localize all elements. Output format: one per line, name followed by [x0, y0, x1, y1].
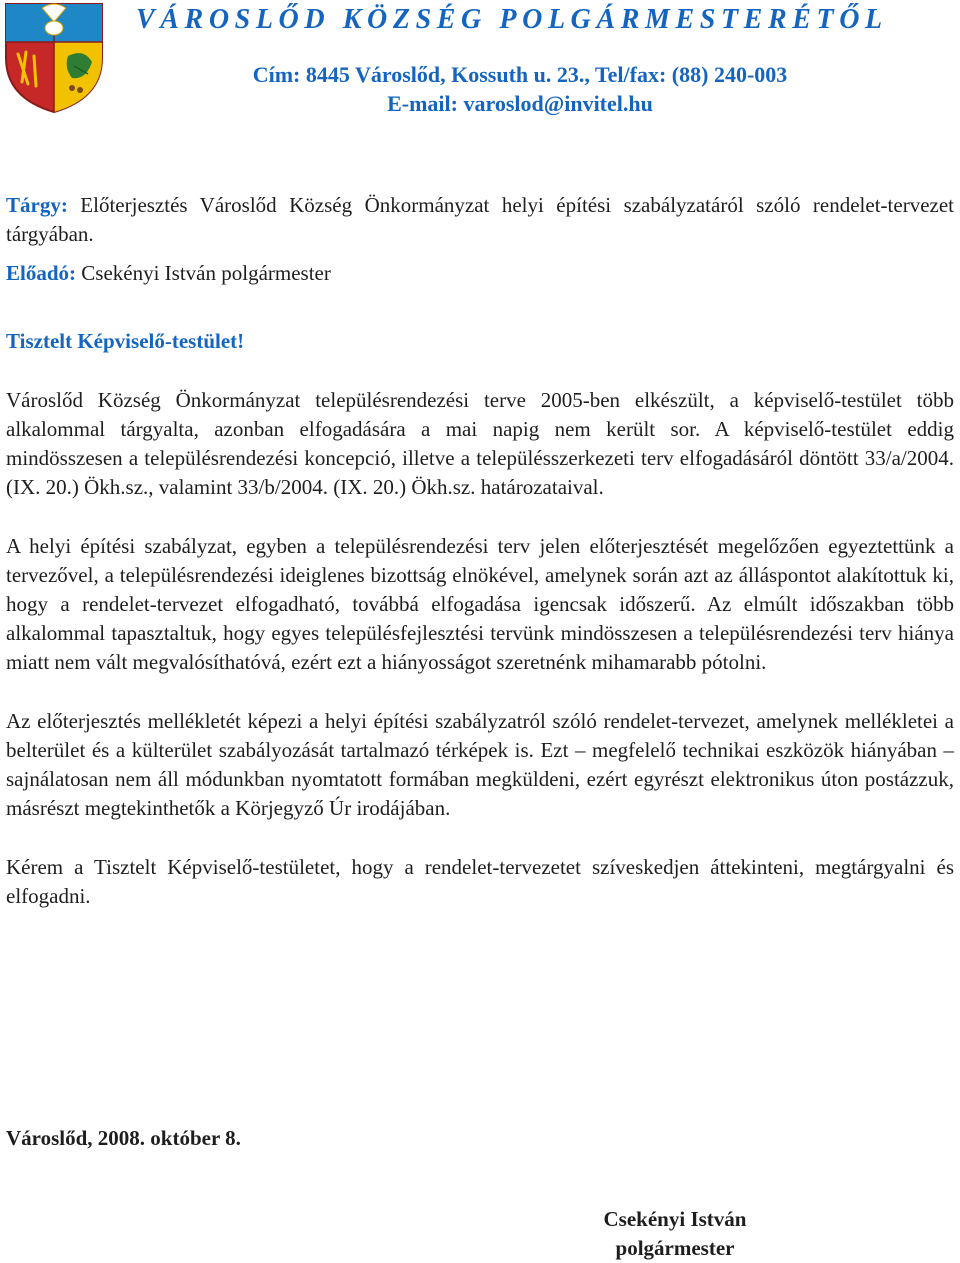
document-body	[6, 191, 954, 911]
paragraph-3: Az előterjesztés mellékletét képezi a helyi építési szabályzatról szóló rendelet-tervezet, amelynek mellékletei a belterület és a külterület szabályozását tartalmazó térképek is. Ezt – megfelelő technikai eszközök hiányában – sajnálatosan nem áll módunkban nyomtatott formában megküldeni, ezért egyrészt elektronikus úton postázzuk, másrészt megtekinthetők a Körjegyző Úr irodájában.	[6, 709, 954, 820]
letterhead-address-text: Cím: 8445 Városlőd, Kossuth u. 23., Tel/fax: (88) 240-003	[252, 62, 788, 87]
salutation: Tisztelt Képviselő-testület!	[6, 329, 245, 353]
presenter-line	[6, 259, 954, 288]
presenter-text: Csekényi István polgármester	[81, 261, 331, 285]
letterhead-title: VÁROSLŐD KÖZSÉG POLGÁRMESTERÉTŐL	[136, 4, 888, 35]
subject-label: Tárgy:	[6, 193, 68, 217]
subject-text: Előterjesztés Városlőd Község Önkormányzat helyi építési szabályzatáról szóló rendelet-tervezet tárgyában.	[6, 193, 954, 246]
paragraph-4: Kérem a Tisztelt Képviselő-testületet, hogy a rendelet-tervezetet szíveskedjen áttekinteni, megtárgyalni és elfogadni.	[6, 855, 954, 908]
letterhead-email	[0, 91, 960, 117]
presenter-label: Előadó:	[6, 261, 77, 285]
date-line: Városlőd, 2008. október 8.	[6, 1126, 241, 1150]
signature-block	[560, 1205, 790, 1263]
letterhead-email-text: E-mail: varoslod@invitel.hu	[387, 91, 653, 116]
subject-line	[6, 191, 954, 249]
paragraph-2: A helyi építési szabályzat, egyben a településrendezési terv jelen előterjesztését megelőzően egyeztettünk a tervezővel, a településrendezési ideiglenes bizottság elnökével, amelynek során azt az álláspontot alakítottuk ki, hogy a rendelet-tervezet elfogadható, továbbá elfogadása igencsak időszerű. Az elmúlt időszakban több alkalommal tapasztaltuk, hogy egyes településfejlesztési tervünk mindösszesen a településrendezési terv hiánya miatt nem vált megvalósíthatóvá, ezért ezt a hiányosságot szeretnénk mihamarabb pótolni.	[6, 534, 954, 674]
letterhead-address	[0, 62, 960, 88]
signature-role: polgármester	[615, 1236, 735, 1260]
signature-name: Csekényi István	[603, 1207, 747, 1231]
paragraph-1: Városlőd Község Önkormányzat településrendezési terve 2005-ben elkészült, a képviselő-testület több alkalommal tárgyalta, azonban elfogadására a mai napig nem került sor. A képviselő-testület eddig mindösszesen a településrendezési koncepció, illetve a településszerkezeti terv elfogadásáról döntött 33/a/2004. (IX. 20.) Ökh.sz., valamint 33/b/2004. (IX. 20.) Ökh.sz. határozataival.	[6, 388, 954, 499]
